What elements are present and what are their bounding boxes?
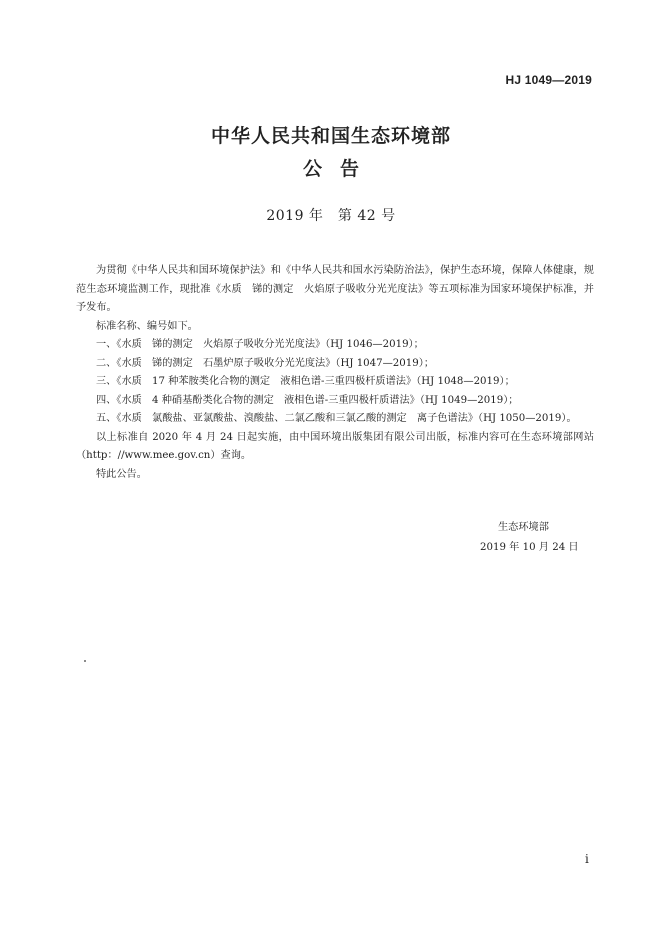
closing-line: 特此公告。: [96, 468, 147, 480]
ministry-name: 中华人民共和国生态环境部: [210, 125, 451, 147]
implementation-paragraph: 以上标准自 2020 年 4 月 24 日起实施，由中国环境出版集团有限公司出版，标准内容可在生态环境部网站（http：//www.mee.gov.cn）查询。: [76, 431, 594, 461]
standard-item-3: 三、《水质 17 种苯胺类化合物的测定 液相色谱-三重四极杆质谱法》（HJ 1048—2019）；: [96, 376, 515, 387]
standard-item-2: 二、《水质 锑的测定 石墨炉原子吸收分光光度法》（HJ 1047—2019）；: [96, 357, 435, 369]
signature-date: 2019 年 10 月 24 日: [480, 542, 579, 553]
intro-paragraph: 为贯彻《中华人民共和国环境保护法》和《中华人民共和国水污染防治法》，保护生态环境，保障人体健康，规范生态环境监测工作，现批准《水质 锑的测定 火焰原子吸收分光光度法》等五项标准为国家环境保护标准，并予发布。: [76, 265, 594, 313]
announcement-body: [76, 262, 594, 484]
standard-code: HJ 1049—2019: [505, 73, 592, 87]
list-intro: 标准名称、编号如下。: [96, 320, 198, 332]
standard-item-4: 四、《水质 4 种硝基酚类化合物的测定 液相色谱-三重四极杆质谱法》（HJ 1049—2019）；: [96, 394, 519, 406]
signature-organization: 生态环境部: [498, 522, 549, 533]
standard-item-5: 五、《水质 氯酸盐、亚氯酸盐、溴酸盐、二氯乙酸和三氯乙酸的测定 离子色谱法》（HJ 1050—2019）。: [96, 413, 577, 424]
standard-item-1: 一、《水质 锑的测定 火焰原子吸收分光光度法》（HJ 1046—2019）；: [96, 339, 424, 350]
scan-speck: [84, 660, 86, 662]
signature-block: [480, 518, 579, 558]
announcement-title: 公告: [302, 158, 377, 180]
page-number: i: [585, 852, 589, 866]
announcement-number: 2019 年 第 42 号: [266, 208, 396, 224]
